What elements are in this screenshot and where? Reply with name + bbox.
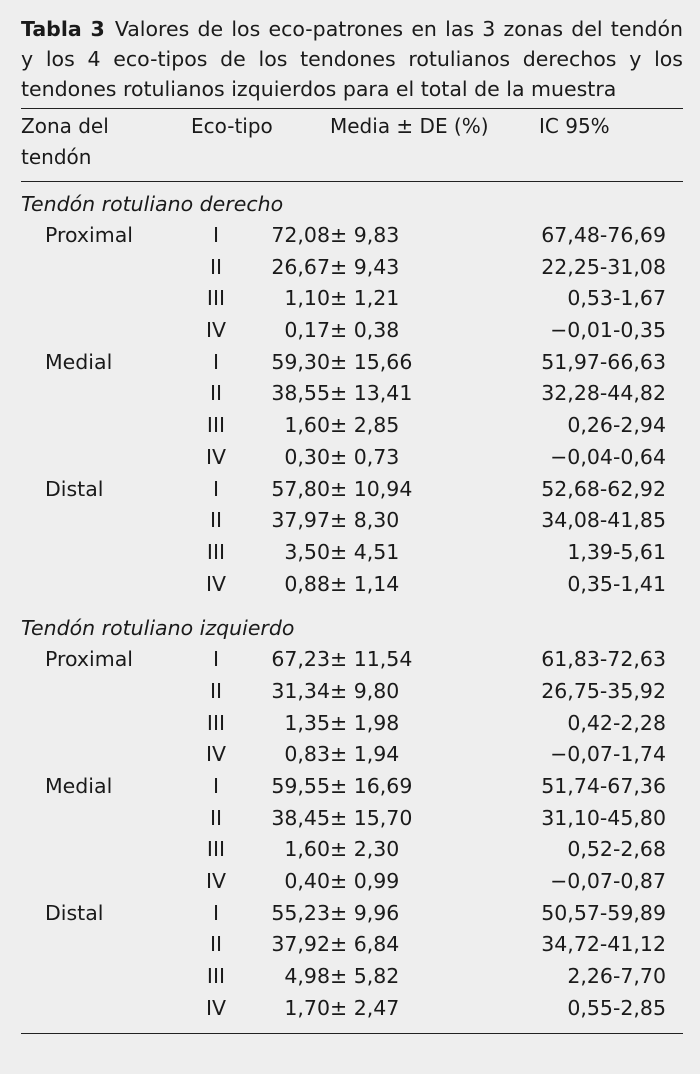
cell-ecotipo: IV bbox=[205, 742, 227, 767]
cell-ic: 52,68-62,92 bbox=[541, 476, 666, 501]
cell-ecotipo: IV bbox=[205, 318, 227, 343]
header-rule bbox=[21, 181, 683, 182]
table-row bbox=[21, 708, 683, 740]
cell-media: 0,30± 0,73 bbox=[284, 444, 400, 469]
cell-media: 37,97± 8,30 bbox=[271, 508, 400, 533]
cell-media: 37,92± 6,84 bbox=[271, 932, 400, 957]
header-ic: IC 95% bbox=[539, 114, 610, 138]
cell-ic: 26,75-35,92 bbox=[541, 678, 666, 703]
table-row bbox=[21, 739, 683, 771]
table-caption-text: Valores de los eco-patrones en las 3 zonas del tendón y los 4 eco-tipos de los tendones rotulianos derechos y los tendones rotulianos izquierdos para el total de la muestra bbox=[21, 17, 683, 101]
cell-ic: 61,83-72,63 bbox=[541, 647, 666, 672]
cell-ecotipo: II bbox=[209, 805, 223, 830]
table-row bbox=[21, 220, 683, 252]
table-header bbox=[21, 109, 683, 179]
cell-media: 0,88± 1,14 bbox=[284, 571, 400, 596]
cell-ic: 34,72-41,12 bbox=[541, 932, 666, 957]
cell-ecotipo: III bbox=[206, 710, 226, 735]
cell-ic: 67,48-76,69 bbox=[541, 223, 666, 247]
cell-ecotipo: I bbox=[212, 476, 220, 501]
section-title: Tendón rotuliano izquierdo bbox=[21, 616, 295, 641]
cell-ecotipo: I bbox=[212, 223, 220, 247]
table-row bbox=[21, 569, 683, 601]
cell-ic: 31,10-45,80 bbox=[541, 805, 666, 830]
cell-ic: 34,08-41,85 bbox=[541, 508, 666, 533]
cell-media: 26,67± 9,43 bbox=[271, 254, 400, 279]
table-3 bbox=[21, 14, 683, 1034]
cell-ecotipo: IV bbox=[205, 869, 227, 894]
cell-ic: 51,74-67,36 bbox=[541, 774, 666, 798]
cell-zona: Distal bbox=[45, 476, 104, 501]
cell-ecotipo: II bbox=[209, 932, 223, 957]
table-row bbox=[21, 347, 683, 379]
cell-ic: 0,55-2,85 bbox=[567, 995, 666, 1020]
table-row bbox=[21, 442, 683, 474]
table-row bbox=[21, 537, 683, 569]
cell-ecotipo: I bbox=[212, 647, 220, 672]
table-row bbox=[21, 803, 683, 835]
cell-ic: 0,35-1,41 bbox=[567, 571, 666, 596]
table-row bbox=[21, 505, 683, 537]
table-label: Tabla 3 bbox=[21, 17, 105, 41]
cell-media: 59,55± 16,69 bbox=[271, 774, 413, 798]
cell-ecotipo: III bbox=[206, 413, 226, 438]
table-row bbox=[21, 961, 683, 993]
cell-zona: Medial bbox=[45, 349, 113, 374]
cell-ic: −0,04-0,64 bbox=[550, 444, 666, 469]
header-ecotipo: Eco-tipo bbox=[191, 114, 273, 138]
cell-media: 67,23± 11,54 bbox=[271, 647, 413, 672]
cell-media: 0,17± 0,38 bbox=[284, 318, 400, 343]
cell-ic: −0,01-0,35 bbox=[550, 318, 666, 343]
cell-ecotipo: I bbox=[212, 774, 220, 798]
cell-media: 72,08± 9,83 bbox=[271, 223, 400, 247]
cell-media: 1,35± 1,98 bbox=[284, 710, 400, 735]
table-row bbox=[21, 410, 683, 442]
cell-ecotipo: II bbox=[209, 381, 223, 406]
cell-ic: 0,52-2,68 bbox=[567, 837, 666, 862]
table-row bbox=[21, 252, 683, 284]
table-row bbox=[21, 929, 683, 961]
cell-media: 1,60± 2,85 bbox=[284, 413, 400, 438]
table-row bbox=[21, 474, 683, 506]
table-row bbox=[21, 644, 683, 676]
cell-media: 57,80± 10,94 bbox=[271, 476, 413, 501]
bottom-rule bbox=[21, 1033, 683, 1034]
cell-zona: Proximal bbox=[45, 647, 133, 672]
cell-ic: 51,97-66,63 bbox=[541, 349, 666, 374]
cell-zona: Distal bbox=[45, 900, 104, 925]
cell-ecotipo: III bbox=[206, 837, 226, 862]
cell-media: 1,70± 2,47 bbox=[284, 995, 400, 1020]
table-row bbox=[21, 315, 683, 347]
cell-ic: 50,57-59,89 bbox=[541, 900, 666, 925]
cell-ecotipo: III bbox=[206, 286, 226, 311]
cell-media: 0,40± 0,99 bbox=[284, 869, 400, 894]
table-row bbox=[21, 834, 683, 866]
cell-media: 3,50± 4,51 bbox=[284, 539, 400, 564]
header-zona: Zona del tendón bbox=[21, 114, 109, 169]
cell-ecotipo: IV bbox=[205, 571, 227, 596]
cell-zona: Proximal bbox=[45, 223, 133, 247]
cell-ic: 32,28-44,82 bbox=[541, 381, 666, 406]
table-row bbox=[21, 283, 683, 315]
cell-ic: −0,07-0,87 bbox=[550, 869, 666, 894]
cell-media: 0,83± 1,94 bbox=[284, 742, 400, 767]
cell-ecotipo: I bbox=[212, 900, 220, 925]
cell-media: 55,23± 9,96 bbox=[271, 900, 400, 925]
cell-media: 59,30± 15,66 bbox=[271, 349, 413, 374]
cell-ic: −0,07-1,74 bbox=[550, 742, 666, 767]
cell-media: 4,98± 5,82 bbox=[284, 964, 400, 989]
section-title: Tendón rotuliano derecho bbox=[21, 192, 284, 216]
cell-ecotipo: IV bbox=[205, 995, 227, 1020]
cell-ecotipo: III bbox=[206, 539, 226, 564]
table-row bbox=[21, 378, 683, 410]
cell-ic: 22,25-31,08 bbox=[541, 254, 666, 279]
header-media: Media ± DE (%) bbox=[330, 114, 489, 138]
cell-media: 31,34± 9,80 bbox=[271, 678, 400, 703]
cell-media: 38,55± 13,41 bbox=[271, 381, 413, 406]
cell-ic: 0,42-2,28 bbox=[567, 710, 666, 735]
cell-ecotipo: II bbox=[209, 508, 223, 533]
table-body bbox=[21, 188, 683, 1025]
table-row bbox=[21, 898, 683, 930]
cell-media: 1,10± 1,21 bbox=[284, 286, 400, 311]
table-caption bbox=[21, 14, 683, 108]
cell-ecotipo: I bbox=[212, 349, 220, 374]
cell-ic: 1,39-5,61 bbox=[567, 539, 666, 564]
cell-zona: Medial bbox=[45, 774, 113, 798]
cell-media: 1,60± 2,30 bbox=[284, 837, 400, 862]
table-row bbox=[21, 866, 683, 898]
table-row bbox=[21, 993, 683, 1025]
cell-media: 38,45± 15,70 bbox=[271, 805, 413, 830]
cell-ic: 0,53-1,67 bbox=[567, 286, 666, 311]
table-row bbox=[21, 676, 683, 708]
cell-ic: 0,26-2,94 bbox=[567, 413, 666, 438]
cell-ic: 2,26-7,70 bbox=[567, 964, 666, 989]
table-row bbox=[21, 771, 683, 803]
cell-ecotipo: II bbox=[209, 254, 223, 279]
cell-ecotipo: III bbox=[206, 964, 226, 989]
cell-ecotipo: IV bbox=[205, 444, 227, 469]
cell-ecotipo: II bbox=[209, 678, 223, 703]
